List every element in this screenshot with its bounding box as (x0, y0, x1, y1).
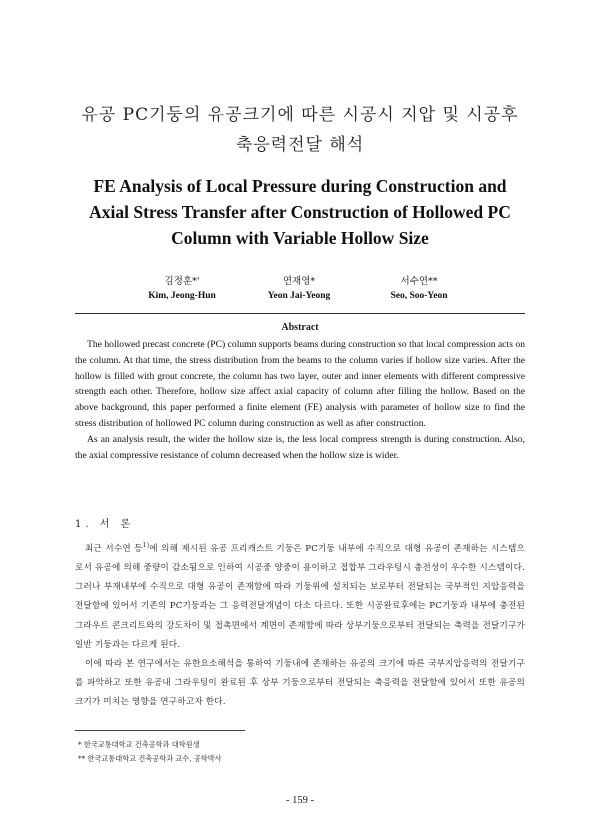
author-3-name-english: Seo, Soo-Yeon (390, 291, 448, 301)
author-1-name-korean: 김정훈*' (164, 276, 200, 287)
reference-marker: 1) (142, 542, 150, 549)
korean-title-line-1: 유공 PC기둥의 유공크기에 따른 시공시 지압 및 시공후 (81, 105, 519, 125)
author-divider (75, 313, 525, 314)
author-3-name-korean: 서수연** (400, 276, 438, 287)
author-1-name-english: Kim, Jeong-Hun (148, 291, 216, 301)
section-heading-introduction: 1. 서 론 (75, 519, 135, 530)
footnote-1: * 한국교통대학교 건축공학과 대학원생 (78, 740, 200, 749)
abstract-heading: Abstract (281, 322, 319, 333)
abstract-paragraph-1: The hollowed precast concrete (PC) column supports beams during construction so that local compression acts on the column. At that time, the stress distribution from the beams to the column varies if hollow size varies. After the hollow is filled with grout concrete, the column has two layer, outer and inner elements with different compressive strength each other. Therefore, hollow size affect axial capacity of column after filling the hollow. Based on the above background, this paper performed a finite element (FE) analysis with parameter of hollow size to find the stress distribution of hollowed PC column during construction as well as after construction. (75, 339, 525, 429)
page-number: - 159 - (286, 795, 314, 806)
author-2-name-korean: 연재영* (282, 276, 316, 287)
english-title-line-2: Axial Stress Transfer after Construction of Hollowed PC (89, 202, 511, 222)
footnote-divider (75, 730, 245, 731)
abstract-paragraph-2: As an analysis result, the wider the hollow size is, the less local compress strength is during construction. Also, the axial compressive resistance of column decreased when the hollow size is wider. (75, 433, 525, 461)
author-2-name-english: Yeon Jai-Yeong (267, 291, 331, 301)
footnote-2: ** 한국교통대학교 건축공학과 교수, 공학박사 (78, 754, 222, 763)
intro-text-start: 최근 서수연 등 (85, 543, 143, 554)
introduction-body (75, 536, 525, 713)
english-title-line-1: FE Analysis of Local Pressure during Construction and (93, 176, 507, 196)
introduction-paragraph-2: 이에 따라 본 연구에서는 유한요소해석을 통하여 기둥내에 존재하는 유공의 크기에 따른 국부지압응력의 전달기구를 파악하고 또한 유공내 그라우팅이 완료된 후 상부 기둥으로부터 전달되는 축응력을 전달함에 있어서 또한 유공의 크기가 미치는 영향을 연구하고자 한다. (75, 659, 525, 708)
abstract-body (75, 337, 525, 463)
introduction-paragraph-1 (75, 536, 525, 655)
korean-title-line-2: 축응력전달 해석 (235, 135, 365, 155)
english-title-line-3: Column with Variable Hollow Size (171, 228, 429, 248)
author-3 (339, 273, 499, 301)
intro-text-rest: 에 의해 제시된 유공 프리캐스트 기둥은 PC기둥 내부에 수직으로 대형 유공이 존재하는 시스템으로서 유공에 의해 중량이 감소됨으로 인하여 시공중 양중이 용이하고 접합부 그라우팅시 충전성이 우수한 시스템이다. 그러나 부재내부에 수직으로 대형 유공이 존재함에 따라 기둥위에 설치되는 보로부터 전달되는 국부적인 지압응력을 전달함에 있어서 기존의 PC기둥과는 그 응력전달개념이 다소 다르다. 또한 시공완료후에는 PC기둥과 내부에 충전된 그라우트 콘크리트와의 강도차이 및 접촉면에서 계면이 존재함에 따라 상부기둥으로부터 전달되는 축력을 전달기구가 일반 기둥과는 다르게 된다. (75, 543, 526, 650)
